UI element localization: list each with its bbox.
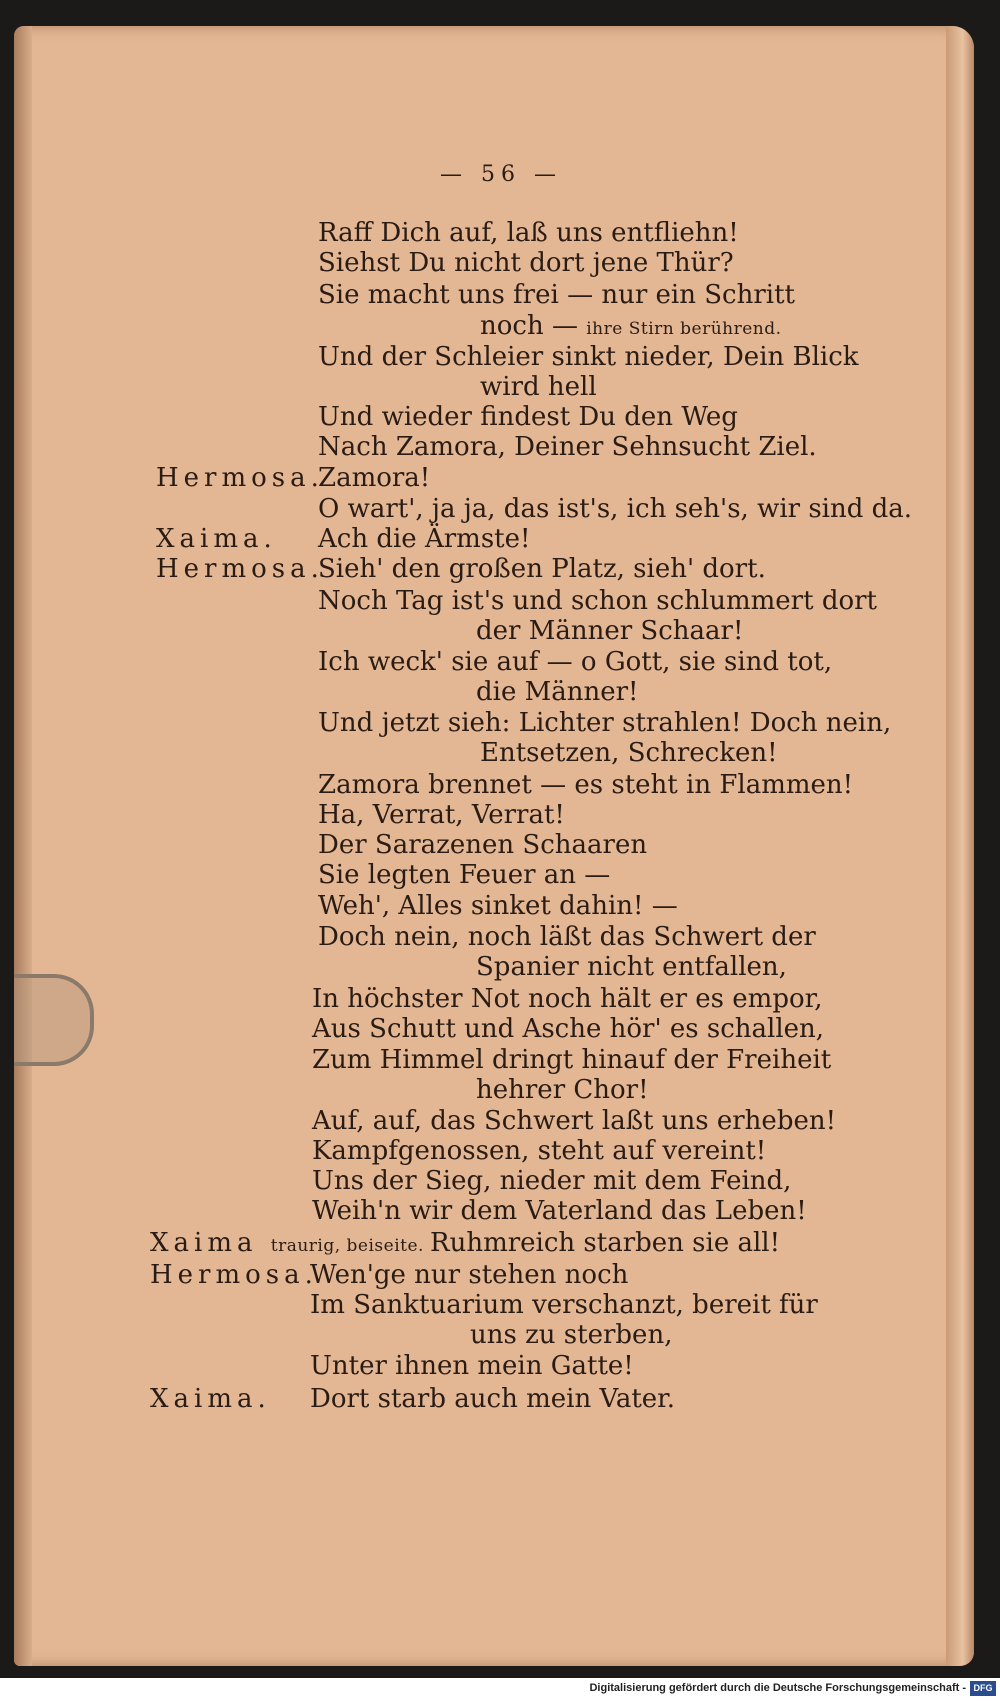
page-spine-edge [14, 26, 32, 1666]
speaker-name: Xaima. [156, 524, 277, 554]
verse-line: O wart', ja ja, das ist's, ich seh's, wir sind da. [318, 494, 913, 524]
verse-line: Sie macht uns frei — nur ein Schritt [318, 280, 795, 310]
verse-line: Und jetzt sieh: Lichter strahlen! Doch nein, [318, 708, 892, 738]
verse-line: Kampfgenossen, steht auf vereint! [312, 1136, 767, 1166]
page-number: — 56 — [440, 162, 562, 187]
verse-line: Raff Dich auf, laß uns entfliehn! [318, 218, 739, 248]
stage-direction: traurig, beiseite. [270, 1236, 424, 1256]
verse-line: Entsetzen, Schrecken! [480, 738, 778, 768]
verse-line: wird hell [480, 372, 597, 402]
verse-line: Doch nein, noch läßt das Schwert der [318, 922, 816, 952]
funding-credit: Digitalisierung gefördert durch die Deutsche Forschungsgemeinschaft - [589, 1682, 966, 1694]
verse-line: Im Sanktuarium verschanzt, bereit für [310, 1290, 818, 1320]
verse-line: Nach Zamora, Deiner Sehnsucht Ziel. [318, 432, 817, 462]
speaker-name: Hermosa. [156, 554, 324, 584]
verse-line: Dort starb auch mein Vater. [310, 1384, 676, 1414]
verse-line: Zum Himmel dringt hinauf der Freiheit [312, 1045, 832, 1075]
verse-line [480, 311, 782, 344]
verse-line: uns zu sterben, [470, 1320, 673, 1350]
verse-line: Ruhmreich starben sie all! [430, 1228, 781, 1258]
speaker-name: Xaima. [150, 1384, 271, 1414]
verse-line: Spanier nicht entfallen, [476, 952, 787, 982]
verse-line: In höchster Not noch hält er es empor, [312, 984, 823, 1014]
verse-line: Zamora! [318, 463, 431, 493]
verse-line: Weh', Alles sinket dahin! — [318, 891, 678, 921]
speaker-name: Hermosa. [156, 463, 324, 493]
verse-line: Ha, Verrat, Verrat! [318, 800, 565, 830]
verse-line: Weih'n wir dem Vaterland das Leben! [312, 1196, 807, 1226]
verse-line: Ich weck' sie auf — o Gott, sie sind tot, [318, 647, 833, 677]
verse-line: hehrer Chor! [476, 1075, 649, 1105]
dfg-logo: DFG [970, 1681, 996, 1696]
verse-line: Unter ihnen mein Gatte! [310, 1351, 634, 1381]
verse-line: Uns der Sieg, nieder mit dem Feind, [312, 1166, 792, 1196]
speaker-label: Xaima [150, 1228, 258, 1258]
verse-line: Wen'ge nur stehen noch [310, 1260, 629, 1290]
verse-line: Aus Schutt und Asche hör' es schallen, [312, 1014, 825, 1044]
verse-line: Siehst Du nicht dort jene Thür? [318, 248, 734, 278]
verse-line: Sieh' den großen Platz, sieh' dort. [318, 554, 766, 584]
verse-line: Der Sarazenen Schaaren [318, 830, 648, 860]
verse-line: Noch Tag ist's und schon schlummert dort [318, 586, 877, 616]
verse-line: Auf, auf, das Schwert laßt uns erheben! [312, 1106, 837, 1136]
footer-bar [0, 1678, 1000, 1701]
verse-line: Und der Schleier sinkt nieder, Dein Blick [318, 342, 859, 372]
page-fore-edge [946, 26, 974, 1666]
verse-text: noch — [480, 311, 578, 341]
verse-line: der Männer Schaar! [476, 616, 744, 646]
speaker-name: Hermosa. [150, 1260, 318, 1290]
stage-direction: ihre Stirn berührend. [586, 319, 782, 339]
verse-line: Und wieder findest Du den Weg [318, 402, 738, 432]
verse-line: Sie legten Feuer an — [318, 860, 611, 890]
verse-line: Zamora brennet — es steht in Flammen! [318, 770, 854, 800]
verse-line: die Männer! [476, 677, 639, 707]
speaker-name [150, 1228, 424, 1261]
verse-line: Ach die Ärmste! [318, 524, 531, 554]
book-clip [14, 974, 94, 1066]
